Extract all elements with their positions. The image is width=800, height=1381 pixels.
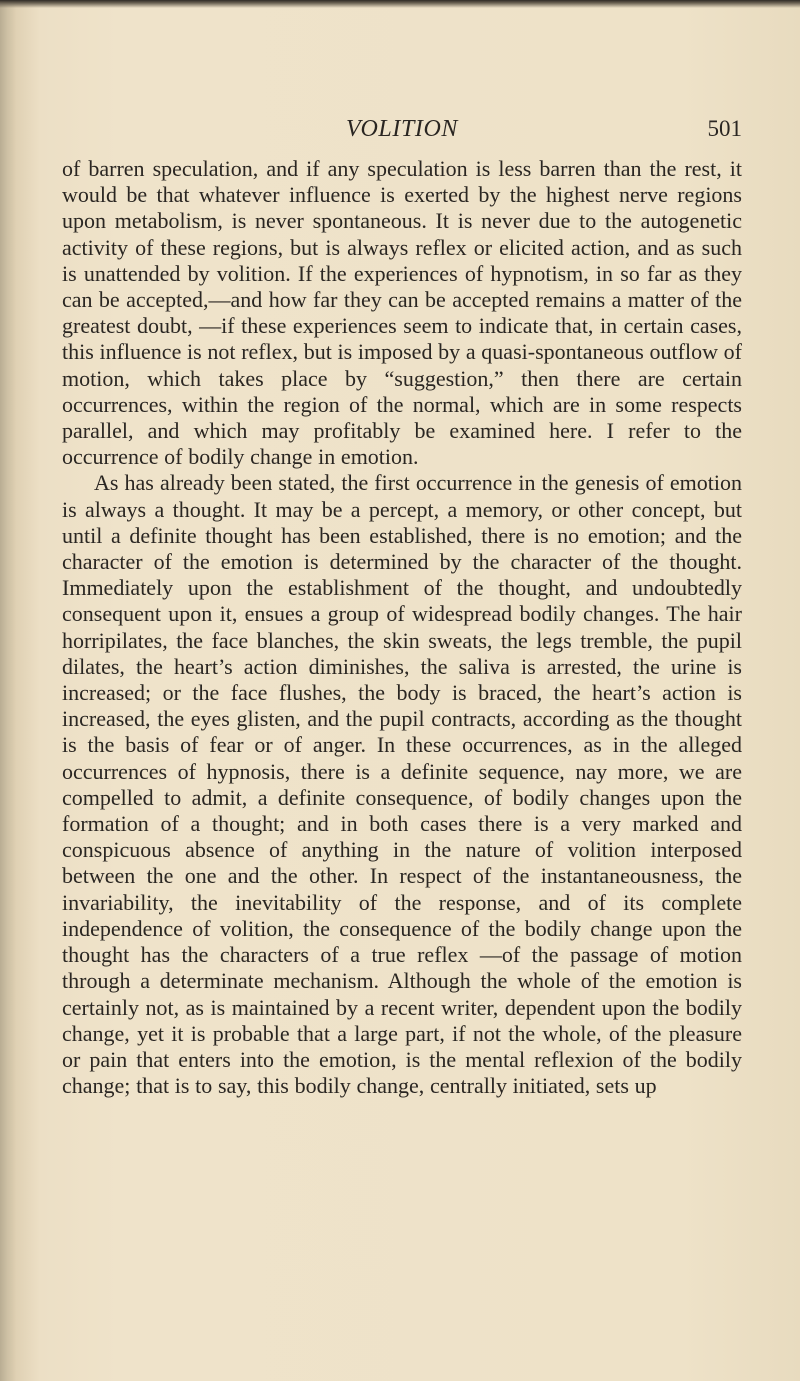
paragraph-2: As has already been stated, the first occurrence in the genesis of emotion is always a thought. It may be a percept, a memory, or other concept, but until a definite thought has been established, there is no emotion; and the character of the emotion is determined by the character of the thought. Immediately upon the establishment of the thought, and undoubtedly consequent upon it, ensues a group of widespread bodily changes. The hair horripilates, the face blanches, the skin sweats, the legs tremble, the pupil dilates, the heart’s action diminishes, the saliva is arrested, the urine is increased; or the face flushes, the body is braced, the heart’s action is increased, the eyes glisten, and the pupil contracts, according as the thought is the basis of fear or of anger. In these occurrences, as in the alleged occurrences of hypnosis, there is a definite sequence, nay more, we are compelled to admit, a definite consequence, of bodily changes upon the formation of a thought; and in both cases there is a very marked and conspicuous absence of anything in the nature of volition interposed between the one and the other. In respect of the instantaneousness, the invariability, the inevitability of the response, and of its complete independence of volition, the consequence of the bodily change upon the thought has the characters of a true reflex —of the passage of motion through a determinate mechanism. Although the whole of the emotion is certainly not, as is maintained by a recent writer, dependent upon the bodily change, yet it is probable that a large part, if not the whole, of the pleasure or pain that enters into the emotion, is the mental reflexion of the bodily change; that is to say, this bodily change, centrally initiated, sets up [62, 470, 742, 1099]
paragraph-1: of barren speculation, and if any speculation is less barren than the rest, it would be that whatever influence is exerted by the highest nerve regions upon metabolism, is never spontaneous. It is never due to the autogenetic activity of these regions, but is always reflex or elicited action, and as such is unattended by volition. If the experiences of hypnotism, in so far as they can be accepted,—and how far they can be accepted remains a matter of the greatest doubt, —if these experiences seem to indicate that, in certain cases, this influence is not reflex, but is imposed by a quasi-spontaneous outflow of motion, which takes place by “suggestion,” then there are certain occurrences, within the region of the normal, which are in some respects parallel, and which may profitably be examined here. I refer to the occurrence of bodily change in emotion. [62, 156, 743, 470]
page-header [62, 114, 742, 144]
page-gutter-shadow [0, 0, 16, 1381]
page-number: 501 [707, 116, 742, 141]
top-edge-shadow [0, 0, 800, 8]
running-head: VOLITION [345, 116, 459, 142]
body-text [62, 156, 742, 1236]
